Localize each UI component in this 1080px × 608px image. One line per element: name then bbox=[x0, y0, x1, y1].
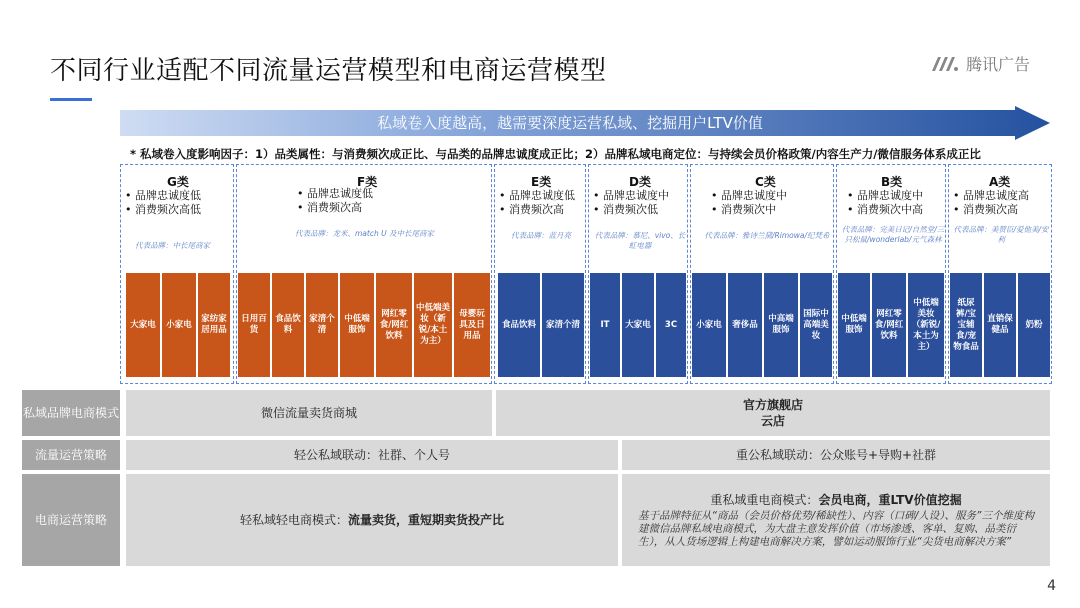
category-title-f: F类 bbox=[357, 175, 378, 189]
industry-bar: 奢侈品 bbox=[728, 273, 762, 377]
category-title-g: G类 bbox=[167, 175, 189, 189]
bullets-e: • 品牌忠诚度低 • 消费频次高 bbox=[499, 189, 575, 217]
cell-traffic-left: 轻公私域联动：社群、个人号 bbox=[126, 440, 618, 470]
bullets-f: • 品牌忠诚度低 • 消费频次高 bbox=[297, 187, 373, 215]
industry-bar: 大家电 bbox=[622, 273, 654, 377]
cell-ecom-left: 轻私域轻电商模式： 流量卖货，重短期卖货投产比 bbox=[126, 474, 618, 566]
cell-private-right: 官方旗舰店 云店 bbox=[496, 390, 1050, 436]
rep-brand-a: 代表品牌：美赞臣/爱他美/安利 bbox=[953, 225, 1049, 244]
tencent-logo-icon bbox=[930, 55, 960, 73]
industry-bar: 小家电 bbox=[162, 273, 196, 377]
cell-traffic-right: 重公私域联动：公众账号+导购+社群 bbox=[622, 440, 1050, 470]
page-title: 不同行业适配不同流量运营模型和电商运营模型 bbox=[50, 56, 607, 86]
industry-bar: 食品饮料 bbox=[498, 273, 540, 377]
category-title-b: B类 bbox=[881, 175, 903, 189]
tencent-ads-logo bbox=[930, 52, 1030, 75]
industry-bar: 食品饮料 bbox=[272, 273, 304, 377]
bullets-a: • 品牌忠诚度高 • 消费频次高 bbox=[953, 189, 1029, 217]
industry-bar: 家清个清 bbox=[306, 273, 338, 377]
page-number: 4 bbox=[1047, 578, 1056, 594]
bullets-c: • 品牌忠诚度中 • 消费频次中 bbox=[711, 189, 787, 217]
industry-bar: 中低端美妆（新锐/本土为主） bbox=[414, 273, 452, 377]
industry-bar: IT bbox=[590, 273, 620, 377]
row-label-ecom: 电商运营策略 bbox=[22, 474, 120, 566]
industry-bar: 奶粉 bbox=[1018, 273, 1050, 377]
industry-bar: 中低端服饰 bbox=[340, 273, 374, 377]
category-title-c: C类 bbox=[755, 175, 776, 189]
industry-bar: 直销保健品 bbox=[984, 273, 1016, 377]
industry-bar: 家纺家居用品 bbox=[198, 273, 230, 377]
category-title-a: A类 bbox=[989, 175, 1011, 189]
industry-bar: 母婴玩具及日用品 bbox=[454, 273, 490, 377]
bullets-b: • 品牌忠诚度中 • 消费频次中高 bbox=[847, 189, 923, 217]
cell-private-left: 微信流量卖货商城 bbox=[126, 390, 492, 436]
rep-brand-g: 代表品牌：中长尾商家 bbox=[135, 241, 210, 250]
rep-brand-f: 代表品牌：龙米、match U 及中长尾商家 bbox=[295, 229, 434, 238]
category-title-d: D类 bbox=[629, 175, 651, 189]
rep-brand-d: 代表品牌：慕尼、vivo、长虹电器 bbox=[594, 231, 686, 250]
industry-bar: 网红零食/网红饮料 bbox=[376, 273, 412, 377]
rep-brand-b: 代表品牌：完美日记/自然堂/三只松鼠/wonderlab/元气森林 bbox=[841, 225, 945, 244]
bullets-g: • 品牌忠诚度低 • 消费频次高低 bbox=[125, 189, 201, 217]
industry-bar: 大家电 bbox=[126, 273, 160, 377]
industry-bar: 中低端美妆（新锐/本土为主） bbox=[908, 273, 944, 377]
title-underline bbox=[50, 98, 92, 101]
footnote: * 私域卷入度影响因子：1）品类属性：与消费频次成正比、与品类的品牌忠诚度成正比；2）品牌私域电商定位：与持续会员价格政策/内容生产力/微信服务体系成正比 bbox=[130, 147, 981, 161]
arrow-text: 私域卷入度越高，越需要深度运营私域、挖掘用户LTV价值 bbox=[377, 114, 763, 132]
ecom-right-description: 基于品牌特征从“商品（会员价格优势/稀缺性）、内容（口碑/人设）、服务”三个维度构建微信品牌私域电商模式，为大盘主意发挥价值（市场渗透、客单、复购、品类衍生），从人货场逻辑上构建电商解决方案，譬如运动服饰行业“尖货电商解决方案” bbox=[638, 509, 1034, 548]
industry-bar: 纸尿裤/宝宝辅食/宠物食品 bbox=[950, 273, 982, 377]
cell-ecom-right bbox=[622, 474, 1050, 566]
industry-bar: 日用百货 bbox=[238, 273, 270, 377]
industry-bar: 中低端服饰 bbox=[838, 273, 870, 377]
industry-bar: 中高端服饰 bbox=[764, 273, 798, 377]
row-label-private-mode: 私域品牌电商模式 bbox=[22, 390, 120, 436]
bullets-d: • 品牌忠诚度中 • 消费频次低 bbox=[593, 189, 669, 217]
industry-bar: 家清个清 bbox=[542, 273, 584, 377]
industry-bar: 国际中高端美妆 bbox=[800, 273, 832, 377]
row-label-traffic: 流量运营策略 bbox=[22, 440, 120, 470]
logo-text: 腾讯广告 bbox=[966, 55, 1031, 74]
industry-bar: 3C bbox=[656, 273, 686, 377]
rep-brand-e: 代表品牌：蓝月亮 bbox=[511, 231, 571, 240]
category-title-e: E类 bbox=[531, 175, 552, 189]
ecom-right-heading: 重私域重电商模式：会员电商，重LTV价值挖掘 bbox=[710, 492, 962, 507]
industry-bar: 网红零食/网红饮料 bbox=[872, 273, 906, 377]
industry-bar: 小家电 bbox=[692, 273, 726, 377]
rep-brand-c: 代表品牌：雅诗兰黛/Rimowa/纪梵希 bbox=[704, 231, 830, 240]
